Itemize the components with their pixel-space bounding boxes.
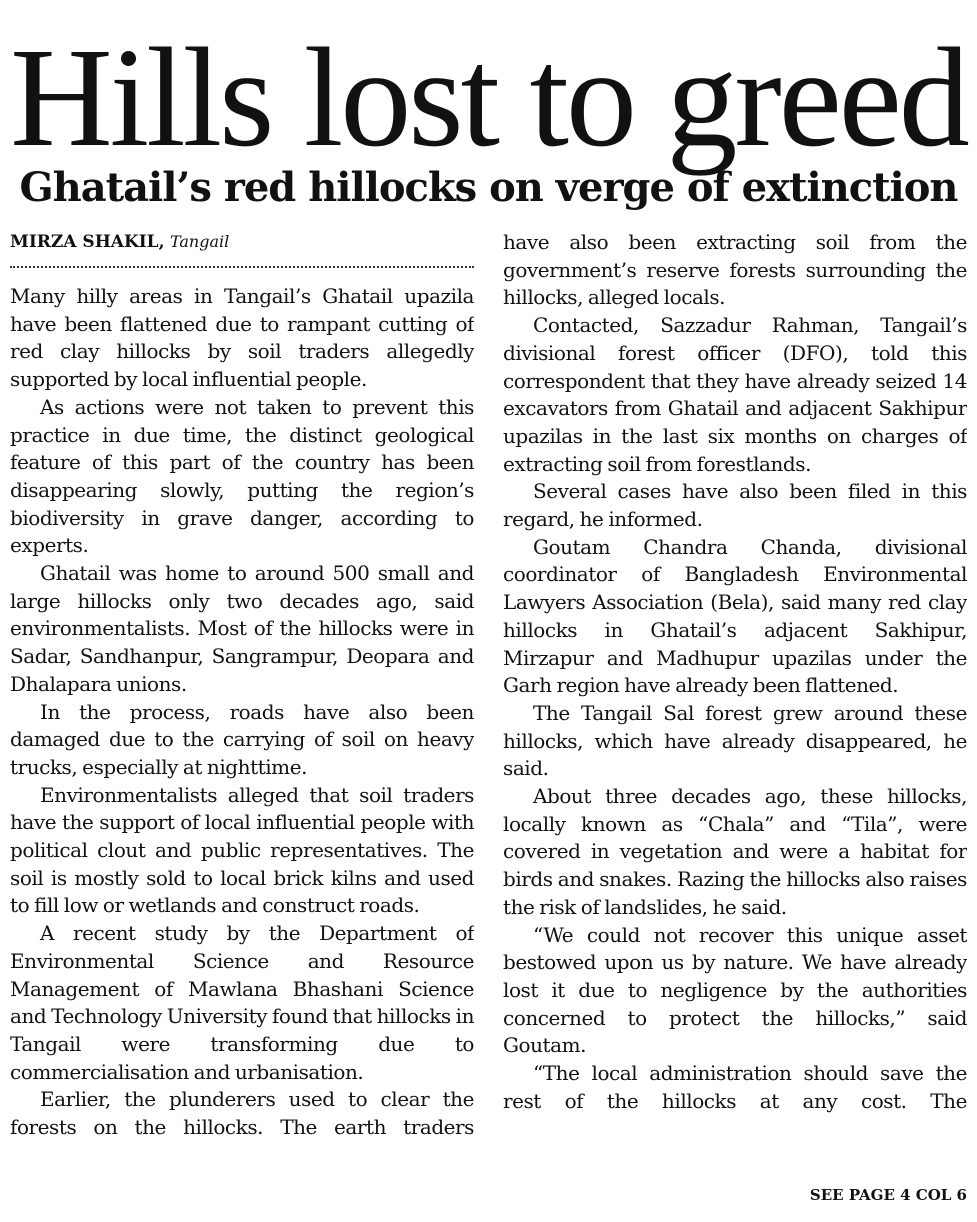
byline-author: MIRZA SHAKIL, [10,232,165,252]
paragraph: “The local administration should save the rest of the hillocks at any cost. The [503,1061,967,1113]
continuation-jump-line: SEE PAGE 4 COL 6 [809,1186,967,1204]
subheadline: Ghatail’s red hillocks on verge of extinction [19,164,958,211]
paragraph: Goutam Chandra Chanda, divisional coordinator of Bangladesh Environmental Lawyers Association (Bela), said many red clay hillocks in Ghatail’s adjacent Sakhipur, Mirzapur and Madhupur upazilas under the Garh region have already been flattened. [503,534,967,698]
byline [10,229,229,255]
paragraph: Several cases have also been filed in this regard, he informed. [503,479,967,532]
paragraph: have also been extracting soil from the government’s reserve forests surrounding the hillocks, alleged locals. [503,230,967,310]
paragraph: Contacted, Sazzadur Rahman, Tangail’s divisional forest officer (DFO), told this correspondent that they have already seized 14 excavators from Ghatail and adjacent Sakhipur upazilas in the last six months on charges of extracting soil from forestlands. [503,313,967,476]
paragraph: A recent study by the Department of Environmental Science and Resource Management of Mawlana Bhashani Science and Technology University found that hillocks in Tangail were transforming due to commercialisation and urbanisation. [10,921,474,1084]
paragraph: “We could not recover this unique asset bestowed upon us by nature. We have already lost it due to negligence by the authorities concerned to protect the hillocks,” said Goutam. [503,922,967,1058]
byline-location: Tangail [169,232,230,251]
headline: Hills lost to greed [10,18,967,176]
article-column-1 [10,283,474,1203]
article-column-2 [503,229,967,1177]
paragraph: As actions were not taken to prevent this practice in due time, the distinct geological feature of this part of the country has been disappearing slowly, putting the region’s biodiversity in grave danger, according to experts. [10,394,474,558]
byline-divider [10,266,474,268]
paragraph: Many hilly areas in Tangail’s Ghatail upazila have been flattened due to rampant cutting of red clay hillocks by soil traders allegedly supported by local influential people. [10,284,474,392]
paragraph: The Tangail Sal forest grew around these hillocks, which have already disappeared, he said. [503,700,967,781]
paragraph: Environmentalists alleged that soil traders have the support of local influential people with political clout and public representatives. The soil is mostly sold to local brick kilns and used to fill low or wetlands and construct roads. [10,782,474,918]
paragraph: Ghatail was home to around 500 small and large hillocks only two decades ago, said environmentalists. Most of the hillocks were in Sadar, Sandhanpur, Sangrampur, Deopara and Dhalapara unions. [10,561,474,696]
paragraph: About three decades ago, these hillocks, locally known as “Chala” and “Tila”, were covered in vegetation and were a habitat for birds and snakes. Razing the hillocks also raises the risk of landslides, he said. [503,784,967,919]
paragraph: Earlier, the plunderers used to clear the forests on the hillocks. The earth traders [10,1087,474,1140]
paragraph: In the process, roads have also been damaged due to the carrying of soil on heavy trucks, especially at nighttime. [10,699,474,779]
